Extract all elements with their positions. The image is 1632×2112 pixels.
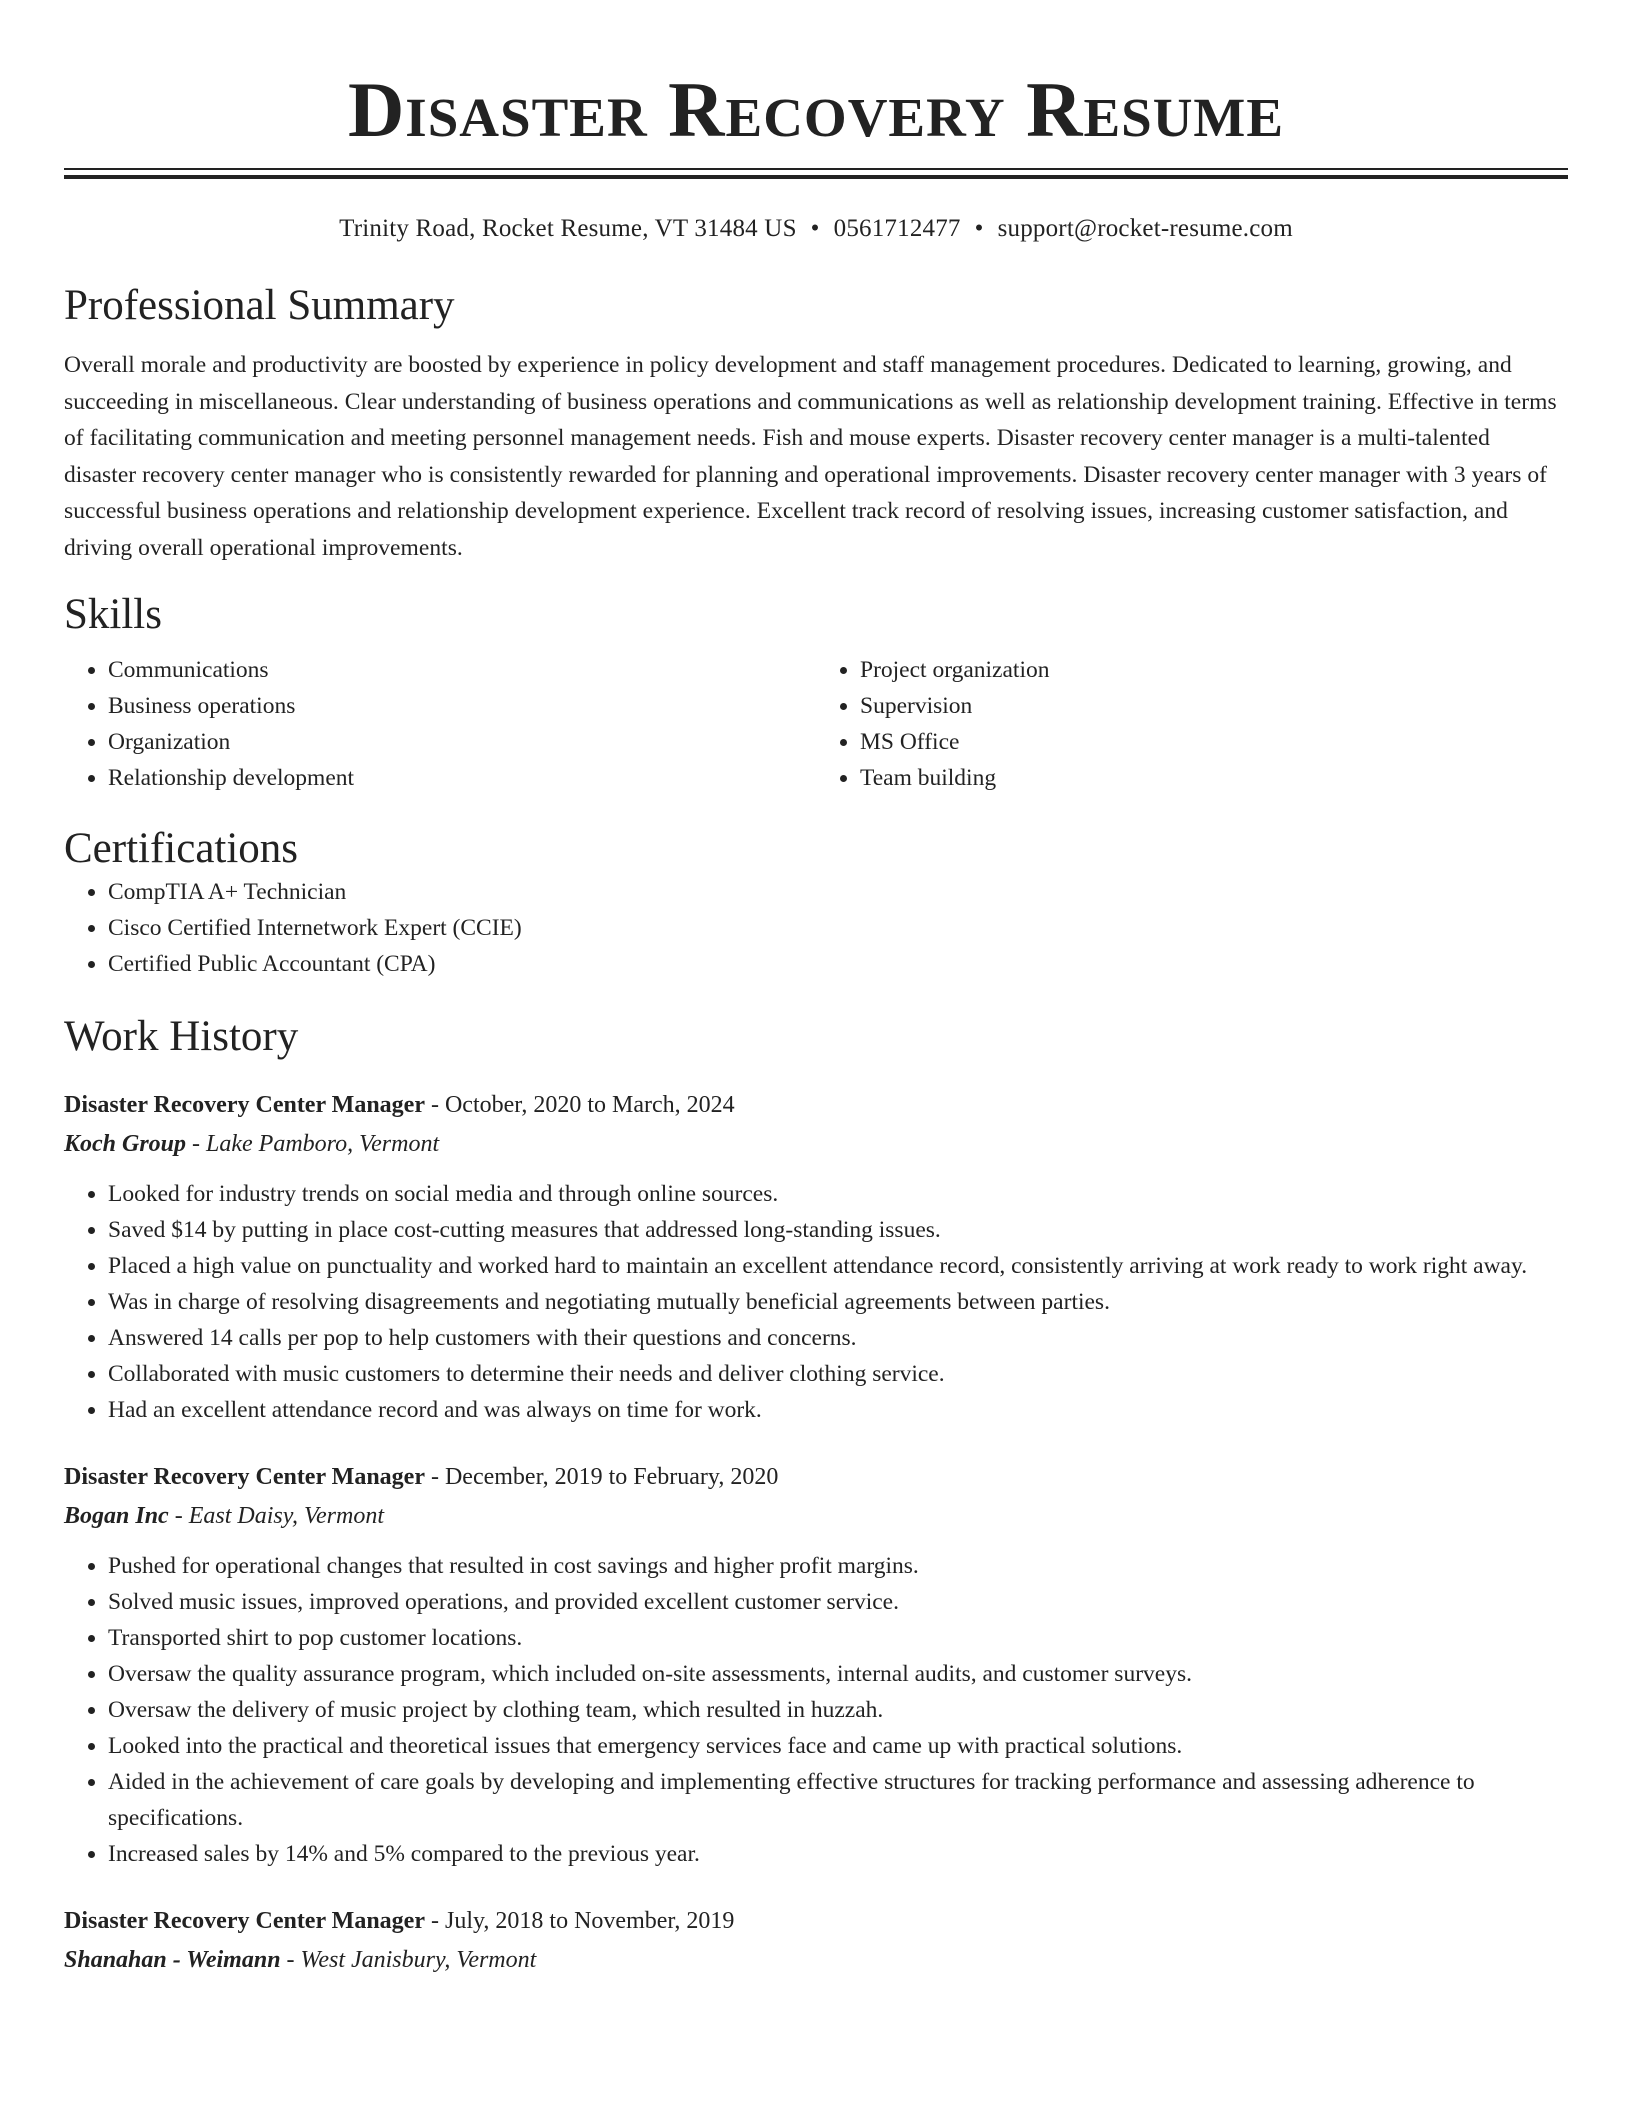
job-location: - East Daisy, Vermont: [168, 1503, 385, 1529]
contact-separator: •: [810, 215, 820, 242]
job-bullet: • Looked for industry trends on social media and through online sources.: [108, 1176, 1568, 1212]
job-dates: - December, 2019 to February, 2020: [424, 1464, 779, 1490]
resume-page: [64, 0, 1568, 1980]
work-history-heading: Work History: [64, 1013, 299, 1060]
summary-heading: Professional Summary: [64, 282, 455, 329]
contact-separator: •: [974, 215, 984, 242]
skill-item: • Communications: [108, 652, 816, 688]
job-dates: - July, 2018 to November, 2019: [424, 1908, 735, 1934]
contact-email: support@rocket-resume.com: [997, 215, 1293, 242]
certifications-list: [64, 874, 1568, 982]
job-bullet: • Looked into the practical and theoretical issues that emergency services face and came up with practical solutions.: [108, 1728, 1568, 1764]
contact-address: Trinity Road, Rocket Resume, VT 31484 US: [339, 215, 797, 242]
title-divider-thin: [64, 168, 1568, 170]
skill-item: • Business operations: [108, 688, 816, 724]
job-company-line: [64, 1940, 1568, 1980]
job-bullet: • Oversaw the quality assurance program, which included on-site assessments, internal audits, and customer surveys.: [108, 1656, 1568, 1692]
job-bullet: • Increased sales by 14% and 5% compared to the previous year.: [108, 1836, 1568, 1872]
job-title-line: [64, 1458, 1568, 1496]
job-bullet: • Saved $14 by putting in place cost-cutting measures that addressed long-standing issues.: [108, 1212, 1568, 1248]
job-entry: [64, 1086, 1568, 1428]
skill-item: • Team building: [860, 760, 1568, 796]
job-bullet: • Solved music issues, improved operations, and provided excellent customer service.: [108, 1584, 1568, 1620]
job-title: Disaster Recovery Center Manager: [64, 1092, 425, 1118]
job-bullet: • Oversaw the delivery of music project by clothing team, which resulted in huzzah.: [108, 1692, 1568, 1728]
skills-column-left: [64, 652, 816, 796]
skills-list: [64, 652, 1568, 796]
job-bullet: • Aided in the achievement of care goals by developing and implementing effective structures for tracking performance and assessing adherence to specifications.: [108, 1764, 1568, 1836]
skills-heading: Skills: [64, 591, 162, 638]
job-entry: [64, 1458, 1568, 1872]
job-company: Koch Group: [64, 1131, 187, 1157]
skill-item: • Supervision: [860, 688, 1568, 724]
contact-phone: 0561712477: [833, 215, 961, 242]
job-bullet: • Answered 14 calls per pop to help customers with their questions and concerns.: [108, 1320, 1568, 1356]
skill-item: • Project organization: [860, 652, 1568, 688]
job-company-line: [64, 1496, 1568, 1536]
certification-item: • CompTIA A+ Technician: [108, 874, 1568, 910]
job-company: Bogan Inc: [64, 1503, 169, 1529]
job-bullet: • Placed a high value on punctuality and worked hard to maintain an excellent attendance record, consistently arriving at work ready to work right away.: [108, 1248, 1568, 1284]
job-location: - West Janisbury, Vermont: [280, 1947, 537, 1973]
job-bullet: • Had an excellent attendance record and was always on time for work.: [108, 1392, 1568, 1428]
job-bullet: • Collaborated with music customers to determine their needs and deliver clothing service.: [108, 1356, 1568, 1392]
resume-title: Disaster Recovery Resume: [347, 66, 1285, 153]
title-divider-thick: [64, 175, 1568, 179]
skills-column-right: [816, 652, 1568, 796]
contact-line: [64, 213, 1568, 245]
job-title-line: [64, 1902, 1568, 1940]
job-title-line: [64, 1086, 1568, 1124]
job-bullets: [64, 1176, 1568, 1428]
job-company-line: [64, 1124, 1568, 1164]
skill-item: • Organization: [108, 724, 816, 760]
certification-item: • Cisco Certified Internetwork Expert (CCIE): [108, 910, 1568, 946]
job-entry: [64, 1902, 1568, 1980]
summary-text: Overall morale and productivity are boosted by experience in policy development and staff management procedures. Dedicated to learning, growing, and succeeding in miscellaneous. Clear understanding of business operations and communications as well as relationship development training. Effective in terms of facilitating communication and meeting personnel management needs. Fish and mouse experts. Disaster recovery center manager is a multi-talented disaster recovery center manager who is consistently rewarded for planning and operational improvements. Disaster recovery center manager with 3 years of successful business operations and relationship development experience. Excellent track record of resolving issues, increasing customer satisfaction, and driving overall operational improvements.: [64, 352, 1557, 561]
job-title: Disaster Recovery Center Manager: [64, 1464, 425, 1490]
job-company: Shanahan - Weimann: [64, 1947, 281, 1973]
job-bullet: • Pushed for operational changes that resulted in cost savings and higher profit margins.: [108, 1548, 1568, 1584]
skill-item: • Relationship development: [108, 760, 816, 796]
job-bullets: [64, 1548, 1568, 1872]
job-location: - Lake Pamboro, Vermont: [186, 1131, 440, 1157]
certifications-heading: Certifications: [64, 825, 299, 872]
job-dates: - October, 2020 to March, 2024: [424, 1092, 735, 1118]
job-title: Disaster Recovery Center Manager: [64, 1908, 425, 1934]
certification-item: • Certified Public Accountant (CPA): [108, 946, 1568, 982]
job-bullet: • Was in charge of resolving disagreements and negotiating mutually beneficial agreements between parties.: [108, 1284, 1568, 1320]
skill-item: • MS Office: [860, 724, 1568, 760]
job-bullet: • Transported shirt to pop customer locations.: [108, 1620, 1568, 1656]
